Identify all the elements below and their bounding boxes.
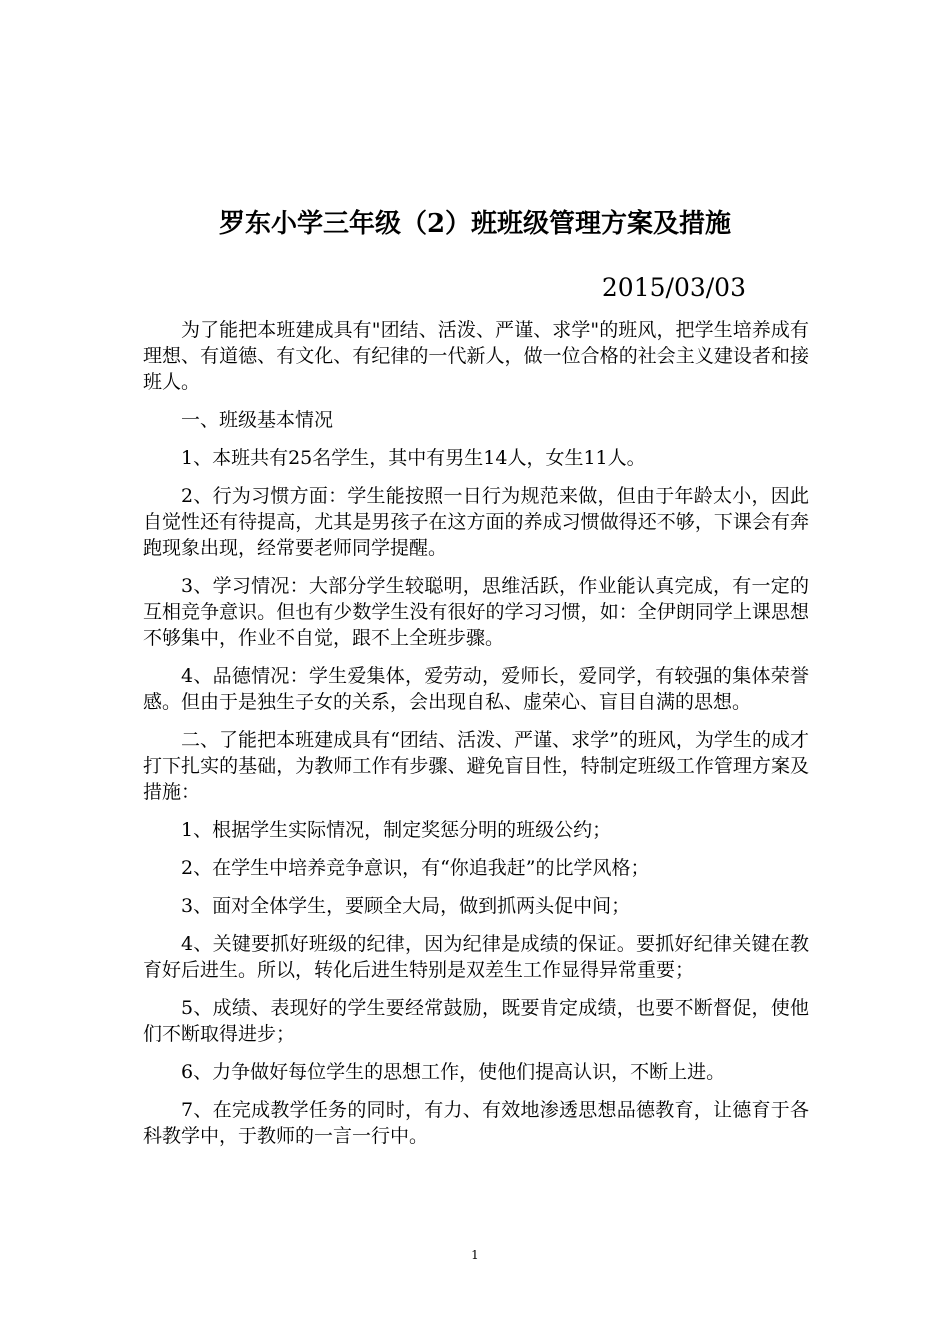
document-body: [143, 317, 809, 1161]
document-title: 罗东小学三年级（2）班班级管理方案及措施: [218, 209, 732, 239]
measure-item-4: 4、关键要抓好班级的纪律，因为纪律是成绩的保证。要抓好纪律关键在教育好后进生。所以，转化后进生特别是双差生工作显得异常重要；: [143, 933, 809, 981]
measure-item-2: 2、在学生中培养竞争意识，有“你追我赶”的比学风格；: [181, 857, 650, 879]
document-date: 2015/03/03: [601, 273, 746, 302]
intro-paragraph: 为了能把本班建成具有"团结、活泼、严谨、求学"的班风，把学生培养成有理想、有道德、有文化、有纪律的一代新人，做一位合格的社会主义建设者和接班人。: [143, 319, 809, 393]
paragraph-student-count: 1、本班共有25名学生，其中有男生14人，女生11人。: [181, 447, 646, 469]
measure-item-6: 6、力争做好每位学生的思想工作，使他们提高认识，不断上进。: [181, 1061, 726, 1083]
measure-item-5: 5、成绩、表现好的学生要经常鼓励，既要肯定成绩，也要不断督促，使他们不断取得进步；: [143, 997, 809, 1045]
paragraph-behavior-habits: 2、行为习惯方面：学生能按照一日行为规范来做，但由于年龄太小，因此自觉性还有待提高，尤其是男孩子在这方面的养成习惯做得还不够，下课会有奔跑现象出现，经常要老师同学提醒。: [143, 485, 809, 559]
section-heading-basic-situation: 一、班级基本情况: [181, 409, 334, 431]
paragraph-moral-situation: 4、品德情况：学生爱集体，爱劳动，爱师长，爱同学，有较强的集体荣誉感。但由于是独生子女的关系，会出现自私、虚荣心、盲目自满的思想。: [143, 665, 809, 713]
section-heading-measures: 二、了能把本班建成具有“团结、活泼、严谨、求学”的班风，为学生的成才打下扎实的基础，为教师工作有步骤、避免盲目性，特制定班级工作管理方案及措施：: [143, 729, 809, 803]
measure-item-1: 1、根据学生实际情况，制定奖惩分明的班级公约；: [181, 819, 612, 841]
measure-item-7: 7、在完成教学任务的同时，有力、有效地渗透思想品德教育，让德育于各科教学中，于教师的一言一行中。: [143, 1099, 809, 1147]
page-number: 1: [471, 1248, 479, 1262]
paragraph-study-situation: 3、学习情况：大部分学生较聪明，思维活跃，作业能认真完成，有一定的互相竞争意识。但也有少数学生没有很好的学习习惯，如：全伊朗同学上课思想不够集中，作业不自觉，跟不上全班步骤。: [143, 575, 809, 649]
measure-item-3: 3、面对全体学生，要顾全大局，做到抓两头促中间；: [181, 895, 631, 917]
